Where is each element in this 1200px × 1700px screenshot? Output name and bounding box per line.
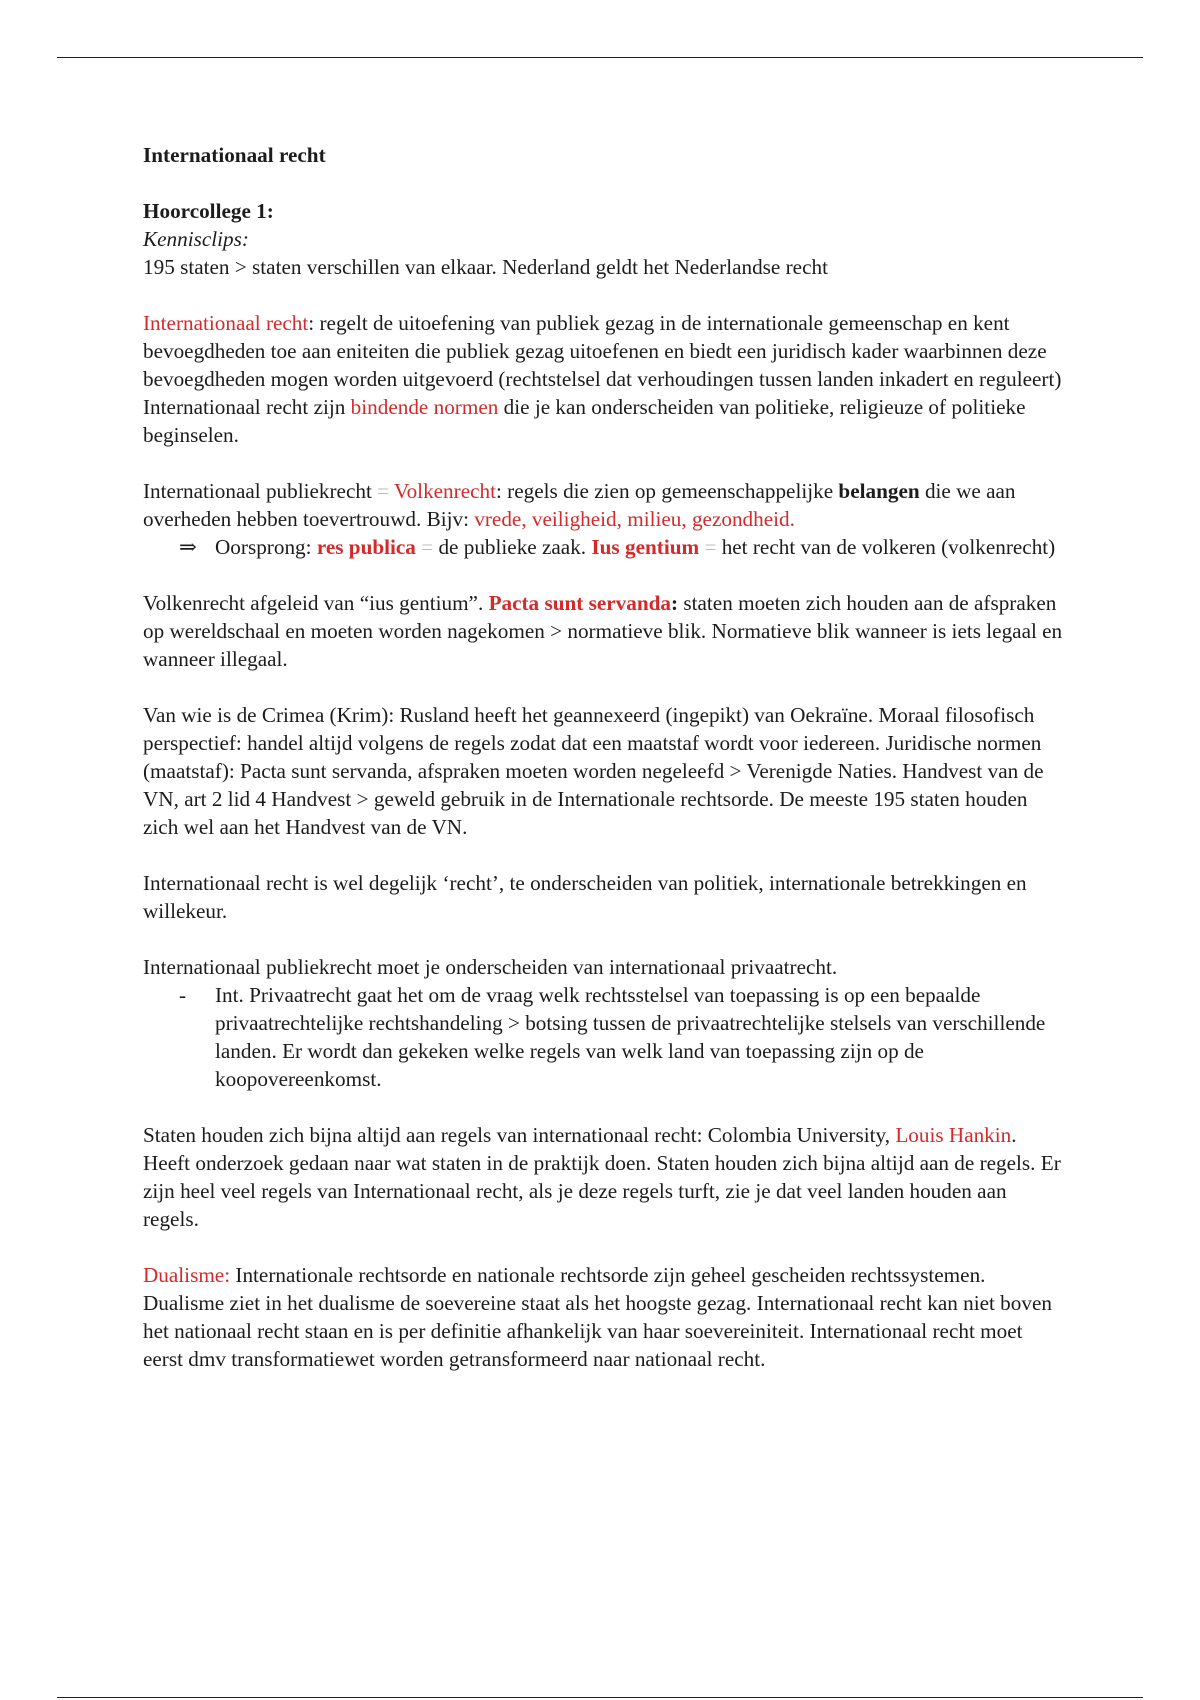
document-title: Internationaal recht [143,143,326,167]
top-rule [57,57,1143,58]
arrow-icon: ⇒ [179,535,197,559]
paragraph-dualisme: Dualisme: Internationale rechtsorde en nationale rechtsorde zijn geheel gescheiden rechtssystemen. Dualisme ziet in het dualisme de soevereine staat als het hoogste gezag. Internationaal recht kan niet boven het nationaal recht staan en is per definitie afhankelijk van haar soevereiniteit. Internationaal recht moet eerst dmv transformatiewet worden getransformeerd naar nationaal recht. [143,1263,1052,1371]
document-page [143,141,1063,1373]
lecture-heading: Hoorcollege 1: [143,199,274,223]
paragraph-volkenrecht: Internationaal publiekrecht = Volkenrecht: regels die zien op gemeenschappelijke belangen die we aan overheden hebben toevertrouwd. Bijv: vrede, veiligheid, milieu, gezondheid. [143,479,1016,531]
paragraph-crimea: Van wie is de Crimea (Krim): Rusland heeft het geannexeerd (ingepikt) van Oekraïne. Moraal filosofisch perspectief: handel altijd volgens de regels zodat dat een maatstaf wordt voor iedereen. Juridische normen (maatstaf): Pacta sunt servanda, afspraken moeten worden negeleefd > Verenigde Naties. Handvest van de VN, art 2 lid 4 Handvest > geweld gebruik in de Internationale rechtsorde. De meeste 195 staten houden zich wel aan het Handvest van de VN. [143,703,1044,839]
term-examples: vrede, veiligheid, milieu, gezondheid. [474,507,795,531]
paragraph-recht: Internationaal recht is wel degelijk ‘recht’, te onderscheiden van politiek, internationale betrekkingen en willekeur. [143,871,1027,923]
paragraph-hankin: Staten houden zich bijna altijd aan regels van internationaal recht: Colombia University, Louis Hankin. Heeft onderzoek gedaan naar wat staten in de praktijk doen. Staten houden zich bijna altijd aan de regels. Er zijn heel veel regels van Internationaal recht, als je deze regels turft, zie je dat veel landen houden aan regels. [143,1123,1061,1231]
term-volkenrecht: Volkenrecht [394,479,496,503]
paragraph-definition: Internationaal recht: regelt de uitoefening van publiek gezag in de internationale gemeenschap en kent bevoegdheden toe aan eniteiten die publiek gezag uitoefenen en biedt een juridisch kader waarbinnen deze bevoegdheden mogen worden uitgevoerd (rechtstelsel dat verhoudingen tussen landen inkadert en reguleert) [143,311,1062,391]
dash-bullet: - [179,983,187,1007]
term-res-publica: res publica [316,535,416,559]
paragraph-privaatrecht: Internationaal publiekrecht moet je onderscheiden van internationaal privaatrecht. [143,955,838,979]
term-ius-gentium: Ius gentium [591,535,700,559]
paragraph-bindende-normen: Internationaal recht zijn bindende normen die je kan onderscheiden van politieke, religieuze of politieke beginselen. [143,395,1026,447]
paragraph-staten: 195 staten > staten verschillen van elkaar. Nederland geldt het Nederlandse recht [143,255,828,279]
list-item-privaatrecht: - Int. Privaatrecht gaat het om de vraag welk rechtsstelsel van toepassing is op een bepaalde privaatrechtelijke rechtshandeling > botsing tussen de privaatrechtelijke stelsels van verschillende landen. Er wordt dan gekeken welke regels van welk land van toepassing zijn op de koopovereenkomst. [179,983,1046,1091]
term-dualisme: Dualisme: [143,1263,231,1287]
term-louis-hankin: Louis Hankin [895,1123,1012,1147]
term-internationaal-recht: Internationaal recht [143,311,309,335]
paragraph-pacta: Volkenrecht afgeleid van “ius gentium”. Pacta sunt servanda: staten moeten zich houden aan de afspraken op wereldschaal en moeten worden nagekomen > normatieve blik. Normatieve blik wanneer is iets legaal en wanneer illegaal. [143,591,1063,671]
subheading: Kennisclips: [143,227,249,251]
list-item-oorsprong: ⇒ Oorsprong: res publica = de publieke zaak. Ius gentium = het recht van de volkeren (volkenrecht) [179,535,1056,559]
term-bindende-normen: bindende normen [350,395,499,419]
term-pacta-sunt-servanda: Pacta sunt servanda [488,591,672,615]
bottom-rule [57,1697,1143,1698]
